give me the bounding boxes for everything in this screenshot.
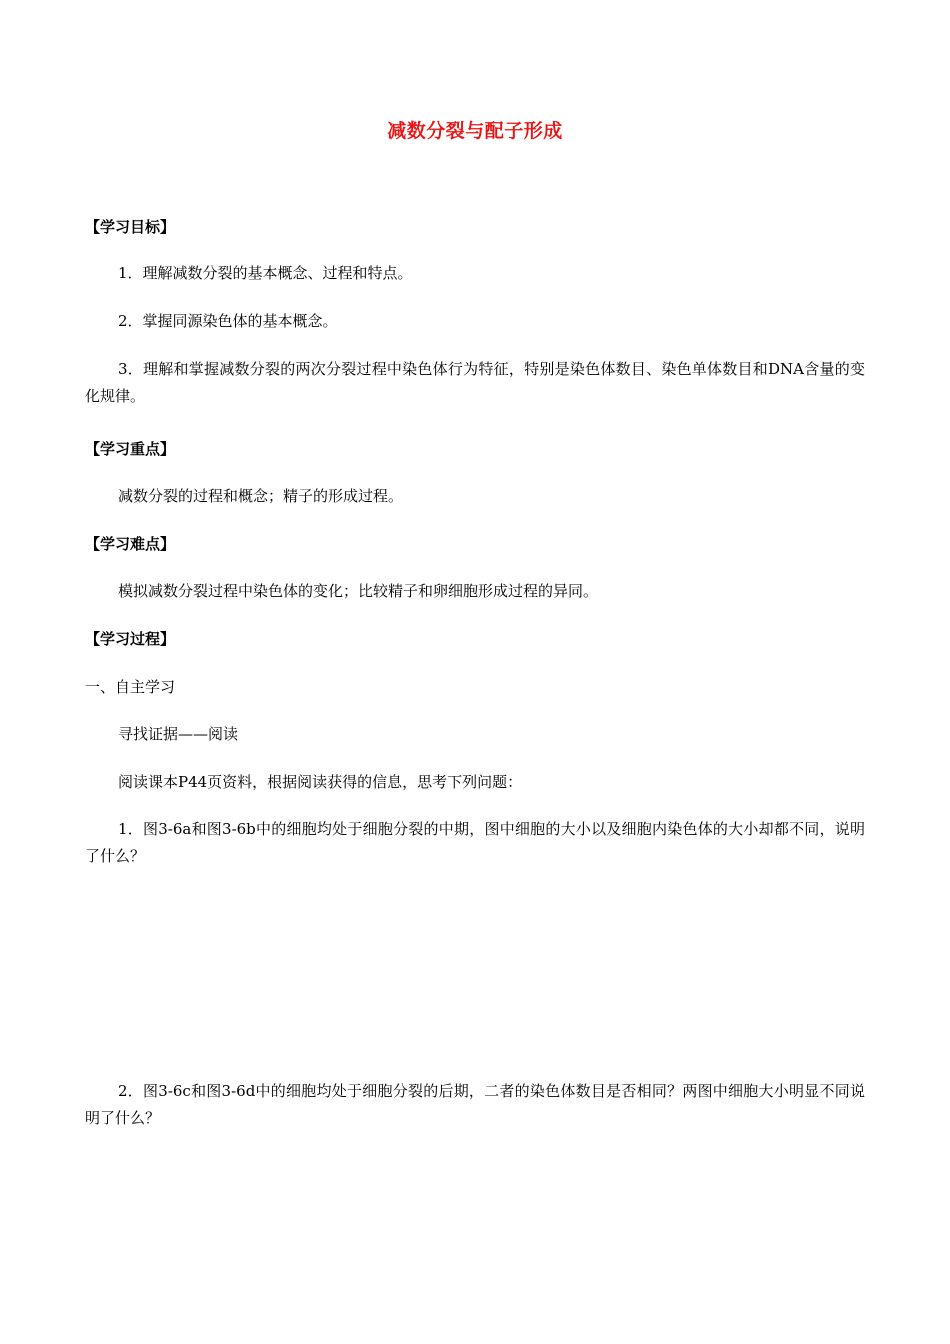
process-heading: 【学习过程】 — [85, 630, 176, 648]
key-points-heading: 【学习重点】 — [85, 440, 176, 458]
question-2: 2．图3-6c和图3-6d中的细胞均处于细胞分裂的后期，二者的染色体数目是否相同？两图中细胞大小明显不同说明了什么？ — [85, 1082, 865, 1127]
question-1: 1．图3-6a和图3-6b中的细胞均处于细胞分裂的中期，图中细胞的大小以及细胞内染色体的大小却都不同，说明了什么？ — [85, 820, 865, 865]
objective-item-2: 2．掌握同源染色体的基本概念。 — [118, 312, 338, 330]
objective-item-3: 3．理解和掌握减数分裂的两次分裂过程中染色体行为特征，特别是染色体数目、染色单体数目和DNA含量的变化规律。 — [85, 360, 865, 405]
key-points-text: 减数分裂的过程和概念；精子的形成过程。 — [118, 487, 404, 505]
reading-instruction: 阅读课本P44页资料，根据阅读获得的信息，思考下列问题： — [118, 773, 523, 791]
objectives-heading: 【学习目标】 — [85, 218, 176, 236]
difficulties-text: 模拟减数分裂过程中染色体的变化；比较精子和卵细胞形成过程的异同。 — [118, 582, 599, 600]
difficulties-heading: 【学习难点】 — [85, 535, 176, 553]
subsection-find-evidence: 寻找证据——阅读 — [118, 725, 239, 743]
document-title: 减数分裂与配子形成 — [387, 120, 563, 142]
section-self-study: 一、自主学习 — [85, 678, 176, 696]
objective-item-1: 1．理解减数分裂的基本概念、过程和特点。 — [118, 264, 413, 282]
